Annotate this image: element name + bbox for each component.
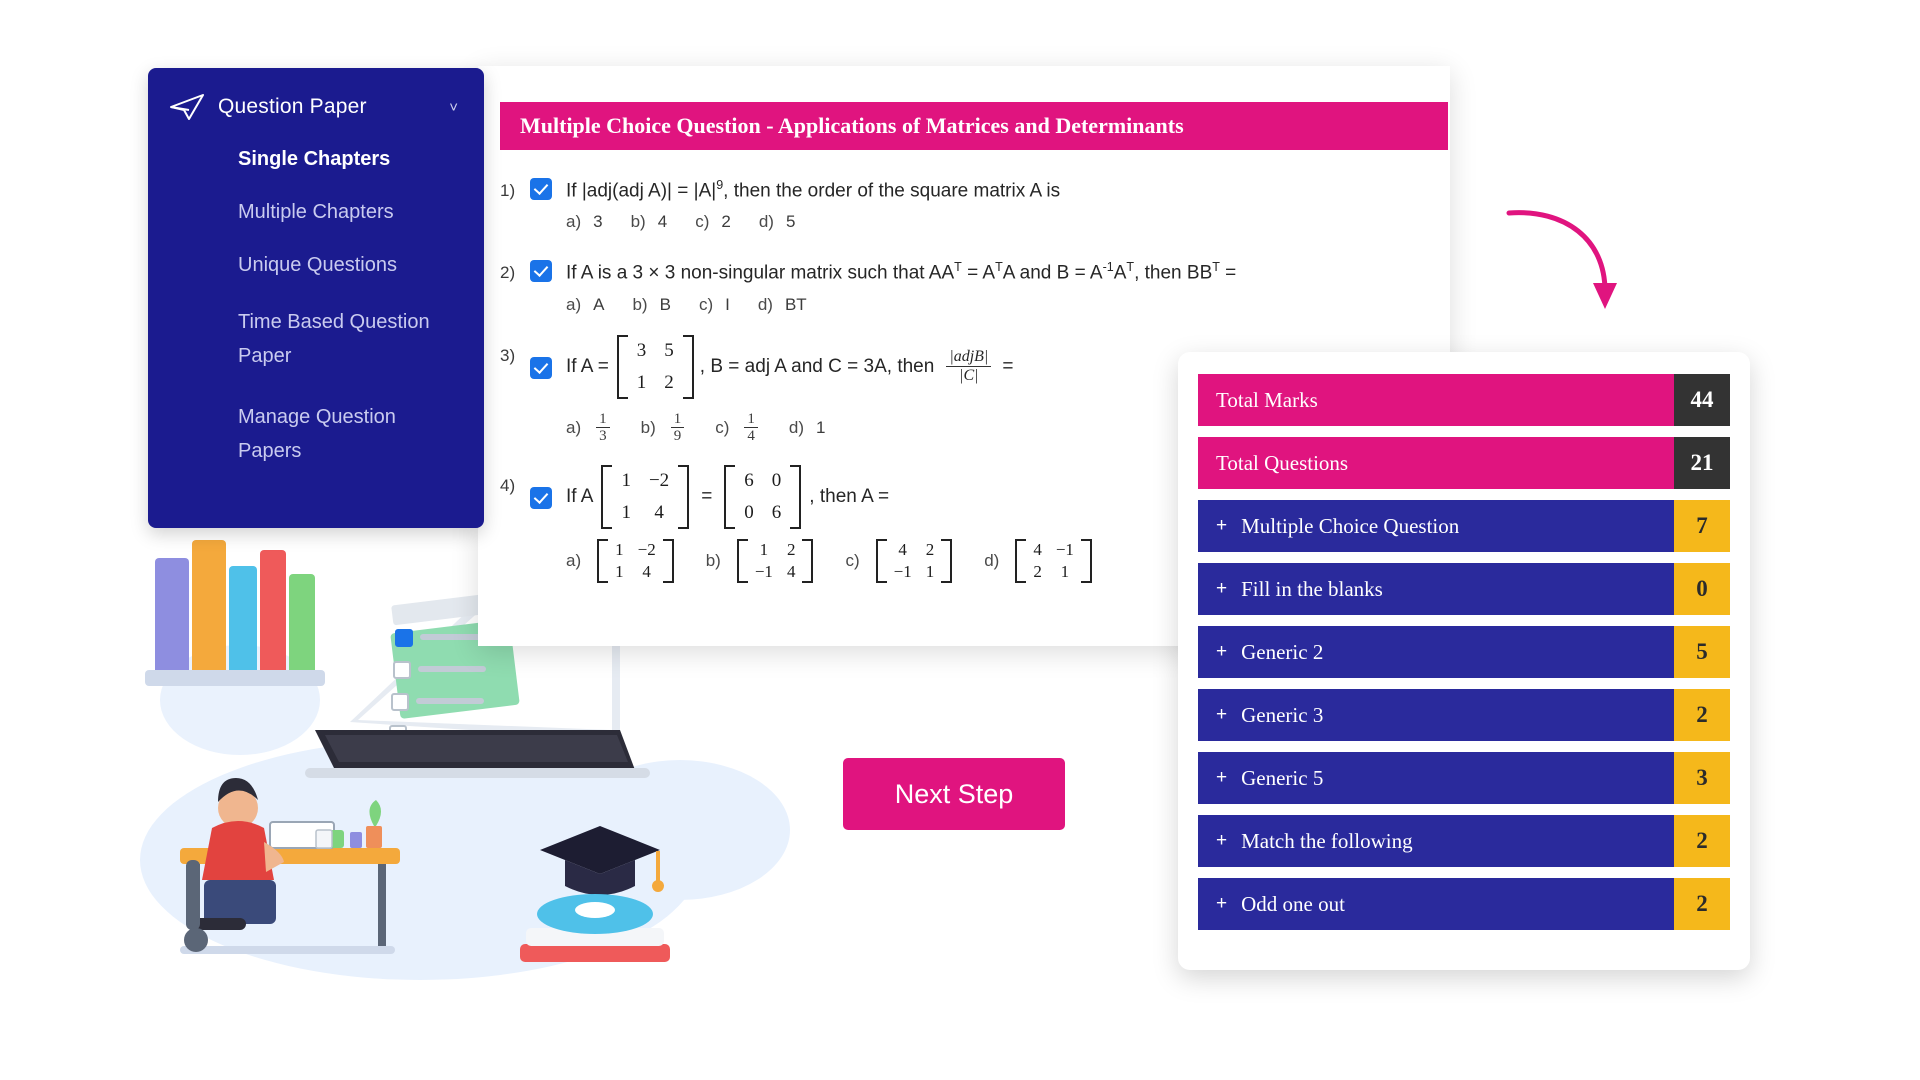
question-options <box>566 212 1434 232</box>
question-paper-nav-panel <box>148 68 484 528</box>
summary-category-row[interactable] <box>1198 563 1730 615</box>
option-text: BT <box>784 294 807 314</box>
summary-category-count: 0 <box>1674 563 1730 615</box>
option[interactable]: a) A <box>566 294 605 314</box>
question-number: 4) <box>500 476 516 496</box>
option-text: $\frac{1}{9}$ <box>671 411 685 446</box>
expand-plus-icon[interactable]: + <box>1216 515 1228 536</box>
category-name: Generic 5 <box>1241 765 1324 790</box>
paper-section-banner: Multiple Choice Question - Applications of Matrices and Determinants <box>500 102 1448 150</box>
option[interactable]: c) 2 <box>695 212 731 232</box>
summary-category-row[interactable] <box>1198 752 1730 804</box>
option[interactable]: d) 5 <box>758 212 796 232</box>
category-name: Generic 2 <box>1241 639 1324 664</box>
expand-plus-icon[interactable]: + <box>1216 893 1228 914</box>
sidebar-item-unique-questions[interactable]: Unique Questions <box>238 254 397 276</box>
sidebar-item-multiple-chapters[interactable]: Multiple Chapters <box>238 201 394 223</box>
question-number: 2) <box>500 263 516 283</box>
matrix-right: 6 0 0 6 <box>724 465 801 529</box>
summary-category-count: 2 <box>1674 815 1730 867</box>
question-number: 1) <box>500 181 516 200</box>
summary-category-row[interactable] <box>1198 878 1730 930</box>
summary-category-count: 2 <box>1674 689 1730 741</box>
option[interactable]: b) 1 2 −1 4 <box>706 539 818 583</box>
option[interactable]: c) $\frac{1}{4}$ <box>715 411 761 446</box>
option-text: A <box>593 294 605 314</box>
question-number: 3) <box>500 345 516 365</box>
summary-category-row[interactable] <box>1198 689 1730 741</box>
summary-value: 21 <box>1674 437 1730 489</box>
question-checkbox[interactable] <box>530 260 552 282</box>
option-text: 3 <box>593 212 603 232</box>
summary-category-count: 2 <box>1674 878 1730 930</box>
question-summary-panel <box>1178 352 1750 970</box>
sidebar-item-manage-question-papers[interactable]: Manage Question Papers <box>238 406 396 462</box>
expand-plus-icon[interactable]: + <box>1216 704 1228 725</box>
next-step-button[interactable]: Next Step <box>843 758 1065 830</box>
option[interactable]: b) B <box>632 294 671 314</box>
option[interactable]: c) 4 2 −1 1 <box>845 539 956 583</box>
expand-plus-icon[interactable]: + <box>1216 767 1228 788</box>
summary-value: 44 <box>1674 374 1730 426</box>
option[interactable]: b) $\frac{1}{9}$ <box>641 411 688 446</box>
question-text: If A 1 −2 1 4 = 6 0 0 6 , then A = <box>566 465 1434 529</box>
option[interactable]: a) $\frac{1}{3}$ <box>566 411 613 446</box>
category-name: Match the following <box>1241 828 1413 853</box>
option[interactable]: d) 1 <box>788 417 826 437</box>
option[interactable]: c) I <box>698 294 730 314</box>
option-text: I <box>725 294 730 314</box>
option-matrix: 1 2 −1 4 <box>737 539 814 583</box>
question-checkbox[interactable] <box>530 487 552 509</box>
matrix-left: 1 −2 1 4 <box>601 465 689 529</box>
question-text: If |adj(adj $A)| = |A|^9$, then the order of the square matrix A is <box>566 178 1061 202</box>
option-text: $\frac{1}{4}$ <box>744 411 758 446</box>
question-text: If A is a 3 × 3 non-singular matrix such that $AA^T = A^TA$ and $B = A^{-1}A^T$, then $BB^T$ = <box>566 260 1237 284</box>
question-row <box>500 252 1434 328</box>
question-text: If A = 3 5 1 2 , B = adj A and C = 3A, then $\frac{\text{|adjB|}}{|C|}$ = <box>566 335 1434 399</box>
expand-plus-icon[interactable]: + <box>1216 830 1228 851</box>
option-text: B <box>659 294 671 314</box>
summary-category-row[interactable] <box>1198 626 1730 678</box>
summary-category-label <box>1198 626 1674 678</box>
option[interactable]: b) 4 <box>630 212 668 232</box>
summary-category-label <box>1198 563 1674 615</box>
question-row <box>500 170 1434 246</box>
matrix-a: 3 5 1 2 <box>617 335 694 399</box>
summary-category-label <box>1198 752 1674 804</box>
sidebar-item-single-chapters[interactable]: Single Chapters <box>238 148 391 170</box>
nav-title: Question Paper <box>218 95 367 118</box>
option-matrix: 4 −1 2 1 <box>1015 539 1092 583</box>
category-name: Fill in the blanks <box>1241 576 1383 601</box>
question-body <box>566 170 1434 246</box>
question-checkbox[interactable] <box>530 357 552 379</box>
option-text: 1 <box>816 417 826 437</box>
option-text: 4 <box>657 212 668 232</box>
question-checkbox[interactable] <box>530 178 552 200</box>
summary-category-label <box>1198 500 1674 552</box>
summary-category-count: 5 <box>1674 626 1730 678</box>
summary-total-questions-row <box>1198 437 1730 489</box>
option-text: 5 <box>785 212 796 232</box>
expand-plus-icon[interactable]: + <box>1216 641 1228 662</box>
summary-category-row[interactable] <box>1198 500 1730 552</box>
summary-label: Total Questions <box>1198 437 1674 489</box>
nav-header[interactable] <box>148 68 484 146</box>
summary-label: Total Marks <box>1198 374 1674 426</box>
option-text: $\frac{1}{3}$ <box>596 411 610 446</box>
option-text: 2 <box>721 212 731 232</box>
summary-total-marks-row <box>1198 374 1730 426</box>
summary-category-label <box>1198 689 1674 741</box>
summary-category-row[interactable] <box>1198 815 1730 867</box>
option-matrix: 4 2 −1 1 <box>876 539 953 583</box>
chevron-down-icon[interactable]: ˅ <box>449 98 458 116</box>
summary-category-count: 3 <box>1674 752 1730 804</box>
category-name: Generic 3 <box>1241 702 1324 727</box>
option[interactable]: a) 3 <box>566 212 603 232</box>
option[interactable]: a) 1 −2 1 4 <box>566 539 678 583</box>
expand-plus-icon[interactable]: + <box>1216 578 1228 599</box>
category-name: Odd one out <box>1241 891 1345 916</box>
option-matrix: 1 −2 1 4 <box>597 539 674 583</box>
summary-category-count: 7 <box>1674 500 1730 552</box>
option[interactable]: d) 4 −1 2 1 <box>984 539 1096 583</box>
option[interactable]: d) BT <box>757 294 807 314</box>
question-body <box>566 252 1434 328</box>
summary-category-label <box>1198 815 1674 867</box>
paper-plane-icon <box>170 93 204 121</box>
question-options <box>566 295 1434 315</box>
summary-category-label <box>1198 878 1674 930</box>
flow-arrow-icon <box>1505 205 1625 315</box>
category-name: Multiple Choice Question <box>1241 513 1460 538</box>
sidebar-item-time-based-question-paper[interactable]: Time Based Question Paper <box>238 311 430 367</box>
